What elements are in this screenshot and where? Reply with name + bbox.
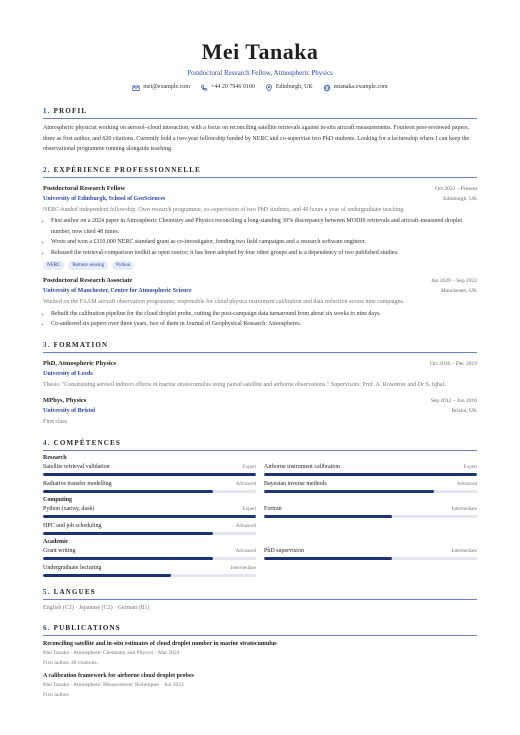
skill-bar [43,473,256,476]
publication-meta: Mei Tanaka · Atmospheric Measurement Techniques · Jun 2022 [43,681,184,688]
degree: PhD, Atmospheric Physics [43,359,117,367]
achievement-item: • Released the retrieval-comparison toolkit as open source; it has been adopted by four other groups and is a dependency of two published studies. [51,248,477,259]
publication-note: First author. 48 citations. [43,659,98,666]
skill-item [43,505,256,518]
skill-grid [43,463,477,493]
section-title: PROFIL [53,107,88,115]
contact-location-text: Edinburgh, UK [275,84,313,90]
tag-chip: Python [112,261,134,270]
skill-item [43,522,256,535]
skill-bar-fill [43,473,256,476]
achievement-item: • Co-authored six papers over three years, two of them in Journal of Geophysical Research: Atmospheres. [51,319,477,330]
experience-entry [43,184,477,271]
skill-grid [43,547,477,577]
job-summary: NERC-funded independent fellowship. Own research programme, co-supervision of two PhD students, and 40 hours a year of undergraduate teaching. [43,206,405,213]
publications-section [43,623,477,700]
skill-name: PhD supervision [264,547,304,554]
skill-level: Expert [242,464,256,470]
job-summary: Worked on the FAAM aircraft observation programme; responsible for cloud physics instrument calibration and data reduction across nine campaigns. [43,299,405,305]
skill-item [264,505,477,518]
skill-tags [43,261,477,270]
skill-grid [43,505,477,535]
skill-bar [43,557,256,560]
skill-item [43,564,256,577]
school: University of Bristol [43,408,95,414]
skill-level: Advanced [235,548,256,554]
experience-entry [43,276,477,330]
section-number: 5. [43,587,51,596]
section-title: LANGUES [53,587,96,596]
contact-email-text: mei@example.com [143,84,190,90]
languages-section [43,587,477,613]
skill-level: Intermediate [230,565,256,571]
contact-phone-text: +44 20 7946 0100 [210,84,255,90]
achievement-item: • Rebuilt the calibration pipeline for the cloud droplet probe, cutting the post-campaign data turnaround from about six weeks to nine days. [51,309,477,320]
skill-bar [43,515,256,518]
tag-chip: Remote sensing [68,261,108,270]
skill-bar-fill [43,557,213,560]
contact-website-text: mtanaka.example.com [333,84,388,90]
contact-website[interactable] [323,83,388,92]
contact-list [43,83,477,92]
publication-title: A calibration framework for airborne cloud droplet probes [43,672,194,679]
school-location: Bristol, UK [451,408,477,414]
skill-bar-fill [264,515,392,518]
skill-item [43,480,256,493]
skill-item [264,480,477,493]
resume-header [43,0,477,92]
tag-chip: NERC [43,261,64,270]
employer: University of Manchester, Centre for Atmospheric Science [43,288,192,294]
job-location: Edinburgh, UK [443,195,477,202]
skill-level: Advanced [235,481,256,487]
education-note: First class [43,419,68,425]
job-dates: Oct 2022 – Present [434,185,477,192]
skill-bar [264,490,477,493]
publication-item [43,671,477,700]
section-heading [43,587,477,600]
skill-bar-fill [43,532,213,535]
skill-name: Radiative transfer modelling [43,480,112,487]
section-heading [43,106,477,119]
section-title: COMPÉTENCES [53,438,121,447]
skill-name: Fortran [264,505,282,512]
mail-icon [132,84,140,92]
skill-name: Bayesian inverse methods [264,480,327,487]
job-dates: Jan 2020 – Sep 2022 [431,278,477,284]
job-title: Postdoctoral Research Associate [43,277,133,284]
study-dates: Sep 2012 – Jun 2016 [430,398,477,404]
skill-bar [43,532,256,535]
languages-list: English (C2) · Japanese (C2) · German (B1) [43,604,150,611]
candidate-name: Mei Tanaka [201,39,319,64]
skill-bar-fill [264,473,477,476]
profile-text: Atmospheric physicist working on aerosol–cloud interaction, with a focus on reconciling satellite retrievals against in-situ aircraft measurements. Fourteen peer-reviewed papers, three as first author, and 620 citations. Currently hold a two-year fellowship funded by NERC and co-supervise two PhD students. Looking for a lectureship where I can keep the observational programme running alongside teaching. [43,125,470,152]
section-number: 4. [43,438,51,447]
skill-bar-fill [43,574,171,577]
education-note: Thesis: "Constraining aerosol indirect effects in marine stratocumulus using paired satellite and airborne observations." Supervisors: Prof. A. Rowntree and Dr S. Iqbal. [43,381,446,388]
section-heading [43,165,477,178]
contact-location [265,83,313,92]
globe-icon [323,84,331,92]
skill-level: Intermediate [451,548,477,554]
job-achievements [43,216,477,258]
section-title: PUBLICATIONS [53,623,121,632]
skills-section [43,438,477,577]
skill-name: Grant writing [43,547,76,554]
employer: University of Edinburgh, School of GeoSciences [43,195,166,202]
education-section [43,340,477,428]
education-entry [43,359,477,391]
job-achievements [43,309,477,330]
skill-bar [43,574,256,577]
skill-name: Airborne instrument calibration [264,463,340,470]
section-number: 3. [43,340,51,349]
skill-item [43,463,256,476]
section-title: EXPÉRIENCE PROFESSIONNELLE [53,165,201,174]
skill-name: Satellite retrieval validation [43,463,110,470]
publication-item [43,639,477,668]
study-dates: Oct 2016 – Dec 2019 [429,360,477,367]
skill-name: Undergraduate lecturing [43,564,102,571]
publication-title: Reconciling satellite and in-situ estimates of cloud droplet number in marine stratocumulus [43,640,277,647]
skill-name: Python (xarray, dask) [43,505,95,512]
skill-item [264,463,477,476]
skill-bar-fill [43,515,256,518]
section-number: 2. [43,165,51,174]
section-heading [43,340,477,353]
skill-item [264,547,477,560]
section-heading [43,623,477,636]
section-title: FORMATION [53,340,109,349]
publication-meta: Mei Tanaka · Atmospheric Chemistry and Physics · Mar 2024 [43,649,180,656]
skill-bar-fill [43,490,213,493]
job-title: Postdoctoral Research Fellow [43,184,126,192]
phone-icon [200,84,208,92]
skill-group-label: Computing [43,496,73,503]
experience-section [43,165,477,330]
skill-group-label: Research [43,454,67,461]
profile-section [43,106,477,155]
skill-level: Advanced [235,523,256,529]
skill-bar-fill [264,557,392,560]
section-number: 1. [43,107,51,115]
contact-email[interactable] [132,83,190,92]
skill-bar [264,557,477,560]
skill-bar-fill [264,490,434,493]
skill-group-label: Academic [43,538,69,545]
degree: MPhys, Physics [43,397,87,404]
skill-level: Intermediate [451,506,477,512]
candidate-title: Postdoctoral Research Fellow, Atmospheric Physics [187,69,333,77]
section-heading [43,438,477,451]
contact-phone[interactable] [200,83,255,92]
skill-name: HPC and job scheduling [43,522,102,529]
skill-bar [43,490,256,493]
job-location: Manchester, UK [440,288,477,294]
skill-bar [264,515,477,518]
skill-level: Expert [463,464,477,470]
skill-level: Expert [242,506,256,512]
section-number: 6. [43,623,51,632]
achievement-item: • Wrote and won a £310,000 NERC standard grant as co-investigator, funding two field campaigns and a research software engineer. [51,237,477,248]
school: University of Leeds [43,370,93,377]
achievement-item: • First author on a 2024 paper in Atmospheric Chemistry and Physics reconciling a long-standing 30% discrepancy between MODIS retrievals and aircraft-measured droplet number, now cited 48 times. [51,216,477,237]
education-entry [43,396,477,428]
skill-level: Advanced [456,481,477,487]
location-icon [265,84,273,92]
skill-bar [264,473,477,476]
publication-note: First author. [43,691,70,698]
skill-item [43,547,256,560]
